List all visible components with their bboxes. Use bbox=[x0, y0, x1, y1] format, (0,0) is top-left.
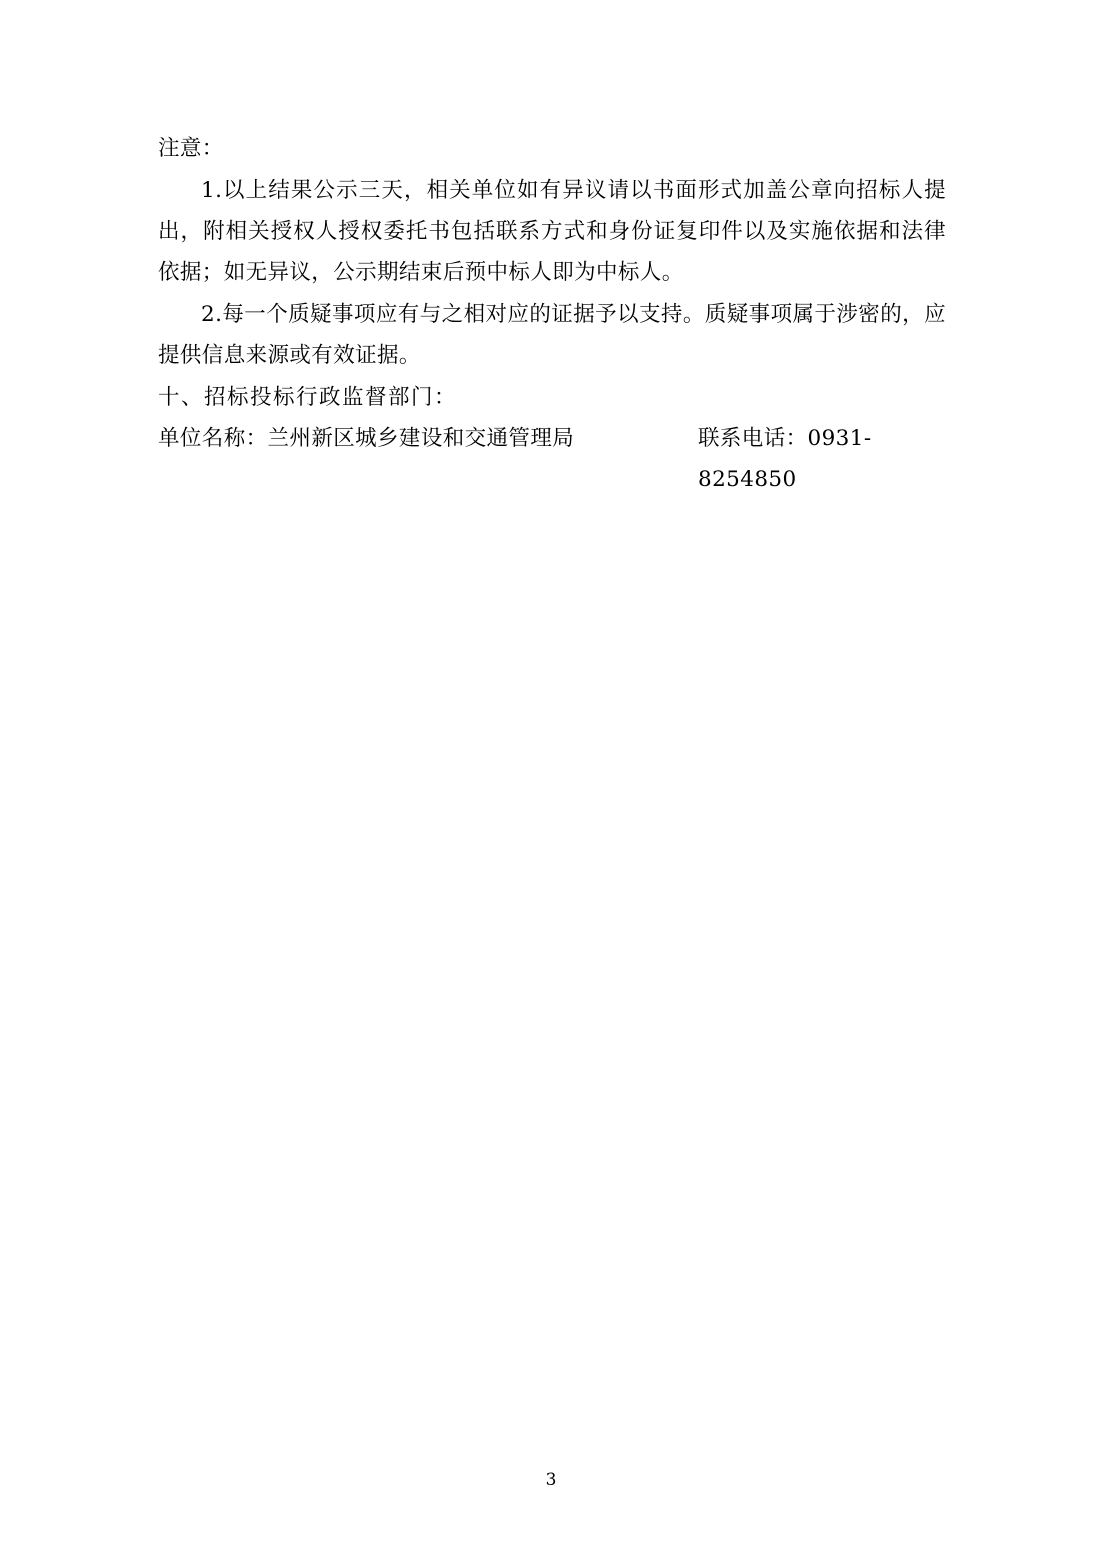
page-number: 3 bbox=[545, 1470, 557, 1490]
note-item-2: 2.每一个质疑事项应有与之相对应的证据予以支持。质疑事项属于涉密的，应提供信息来源或有效证据。 bbox=[158, 302, 946, 368]
phone-value: 0931-8254850 bbox=[698, 426, 872, 492]
notice-label: 注意： bbox=[158, 136, 224, 161]
contact-info-row bbox=[158, 418, 946, 500]
note-item-1: 1.以上结果公示三天，相关单位如有异议请以书面形式加盖公章向招标人提出，附相关授权人授权委托书包括联系方式和身份证复印件以及实施依据和法律依据；如无异议，公示期结束后预中标人即为中标人。 bbox=[158, 178, 946, 285]
unit-name-value: 兰州新区城乡建设和交通管理局 bbox=[267, 426, 575, 451]
phone-label: 联系电话： bbox=[698, 426, 808, 451]
section-heading-supervision: 十、招标投标行政监督部门： bbox=[158, 385, 458, 410]
document-body bbox=[158, 128, 946, 500]
unit-name-label: 单位名称： bbox=[158, 426, 268, 451]
unit-name-field bbox=[158, 418, 698, 459]
phone-field bbox=[698, 418, 946, 500]
